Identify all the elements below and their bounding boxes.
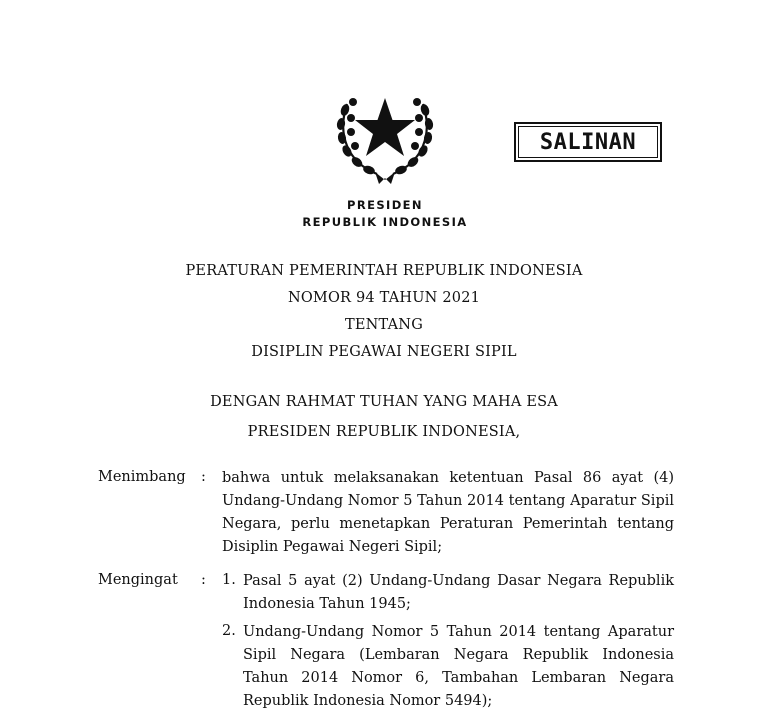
regulation-subject: DISIPLIN PEGAWAI NEGERI SIPIL (251, 344, 517, 360)
mengingat-colon: : (201, 572, 206, 588)
mengingat-item-number: 1. (222, 572, 236, 588)
presidential-emblem-icon (333, 80, 437, 186)
salinan-stamp (514, 122, 662, 162)
menimbang-text: bahwa untuk melaksanakan ketentuan Pasal 86 ayat (4) Undang-Undang Nomor 5 Tahun 2014 tentang Aparatur Sipil Negara, perlu menetapkan Peraturan Pemerintah tentang Disiplin Pegawai Negeri Sipil; (222, 470, 674, 555)
mengingat-item-number: 2. (222, 623, 236, 639)
office-title-line2: REPUBLIK INDONESIA (302, 215, 468, 229)
mengingat-item-text: Pasal 5 ayat (2) Undang-Undang Dasar Negara Republik Indonesia Tahun 1945; (243, 573, 674, 612)
mengingat-label: Mengingat (98, 572, 178, 588)
menimbang-label: Menimbang (98, 469, 186, 485)
salinan-label: SALINAN (539, 130, 637, 155)
preamble-line2: PRESIDEN REPUBLIK INDONESIA, (247, 424, 521, 440)
preamble-line1: DENGAN RAHMAT TUHAN YANG MAHA ESA (210, 394, 558, 410)
regulation-number: NOMOR 94 TAHUN 2021 (287, 290, 481, 306)
menimbang-colon: : (201, 469, 206, 485)
office-title-line1: PRESIDEN (347, 198, 423, 212)
regulation-title: PERATURAN PEMERINTAH REPUBLIK INDONESIA (185, 263, 583, 279)
regulation-about: TENTANG (345, 317, 423, 333)
mengingat-item-text: Undang-Undang Nomor 5 Tahun 2014 tentang Aparatur Sipil Negara (Lembaran Negara Republik Indonesia Tahun 2014 Nomor 6, Tambahan Lembaran Negara Republik Indonesia Nomor 5494); (243, 624, 674, 709)
